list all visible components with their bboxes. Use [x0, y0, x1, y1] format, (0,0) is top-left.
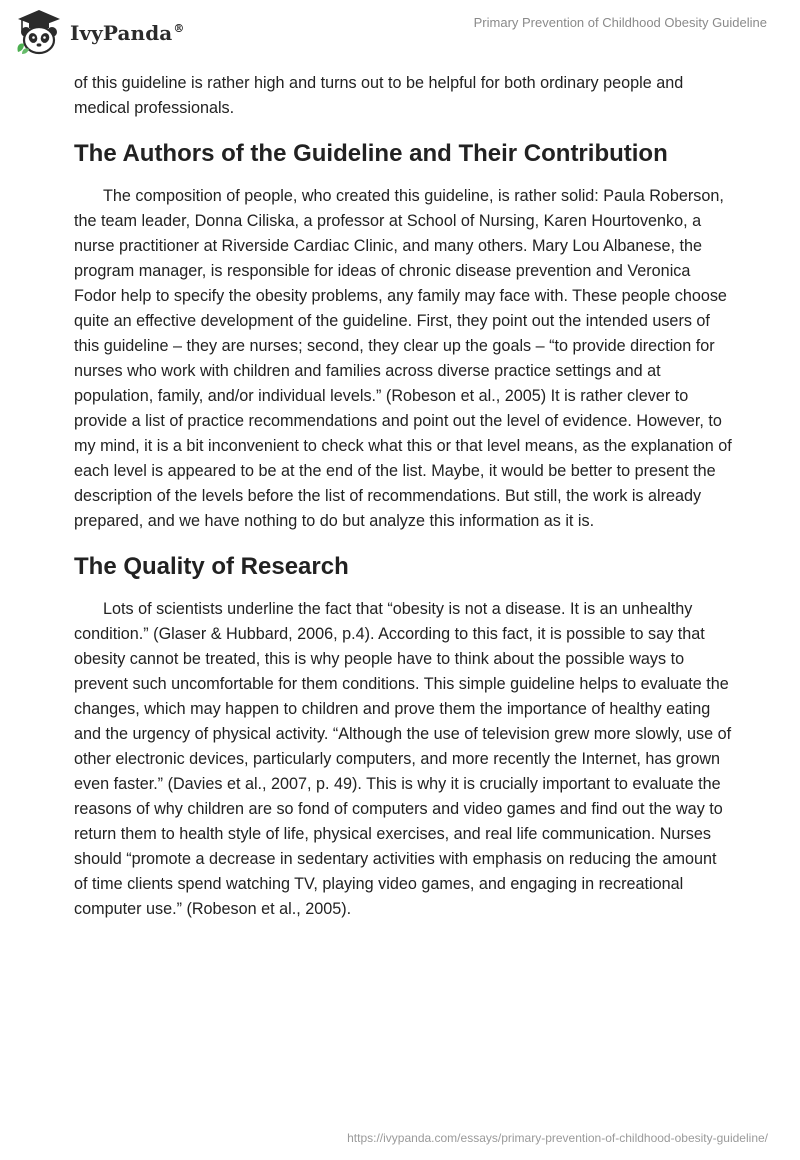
intro-continuation-paragraph: of this guideline is rather high and turns out to be helpful for both ordinary people and medical professionals. — [74, 74, 684, 117]
registered-mark: ® — [173, 22, 185, 36]
brand-logo[interactable] — [14, 8, 184, 56]
panda-logo-icon — [14, 8, 64, 56]
section-paragraph-quality: Lots of scientists underline the fact that “obesity is not a disease. It is an unhealthy condition.” (Glaser & Hubbard, 2006, p.4). According to this fact, it is possible to say that obesity cannot be treated, this is why people have to think about the possible ways to prevent such uncomfortable for them conditions. This simple guideline helps to evaluate the changes, which may happen to children and prove them the importance of healthy eating and the urgency of physical activity. “Although the use of television grew more slowly, use of other electronic devices, particularly computers, and more recently the Internet, has grown even faster.” (Davies et al., 2007, p. 49). This is why it is crucially important to evaluate the reasons of why children are so fond of computers and video games and find out the way to return them to health style of life, physical exercises, and real life communication. Nurses should “promote a decrease in sedentary activities with emphasis on reducing the amount of time clients spend watching TV, playing video games, and engaging in recreational computer use.” (Robeson et al., 2005). — [74, 600, 732, 918]
section-heading-quality: The Quality of Research — [74, 553, 349, 580]
essay-body — [74, 71, 734, 922]
page-header — [0, 0, 800, 64]
document-title: Primary Prevention of Childhood Obesity Guideline — [473, 15, 767, 30]
brand-name: IvyPanda® — [70, 21, 185, 45]
source-url-link[interactable]: https://ivypanda.com/essays/primary-prevention-of-childhood-obesity-guideline/ — [347, 1131, 768, 1145]
section-paragraph-authors: The composition of people, who created this guideline, is rather solid: Paula Roberson, the team leader, Donna Ciliska, a professor at School of Nursing, Karen Hourtovenko, a nurse practitioner at Riverside Cardiac Clinic, and many others. Mary Lou Albanese, the program manager, is responsible for ideas of chronic disease prevention and Veronica Fodor help to specify the obesity problems, any family may face with. These people choose quite an effective development of the guideline. First, they point out the intended users of this guideline – they are nurses; second, they clear up the goals – “to provide direction for nurses who work with children and families across diverse practice settings and at population, family, and/or individual levels.” (Robeson et al., 2005) It is rather clever to provide a list of practice recommendations and point out the level of evidence. However, to my mind, it is a bit inconvenient to check what this or that level means, as the explanation of each level is appeared to be at the end of the list. Maybe, it would be better to present the description of the levels before the list of recommendations. But still, the work is already prepared, and we have nothing to do but analyze this information as it is. — [74, 187, 732, 530]
section-heading-authors: The Authors of the Guideline and Their Contribution — [74, 140, 668, 167]
